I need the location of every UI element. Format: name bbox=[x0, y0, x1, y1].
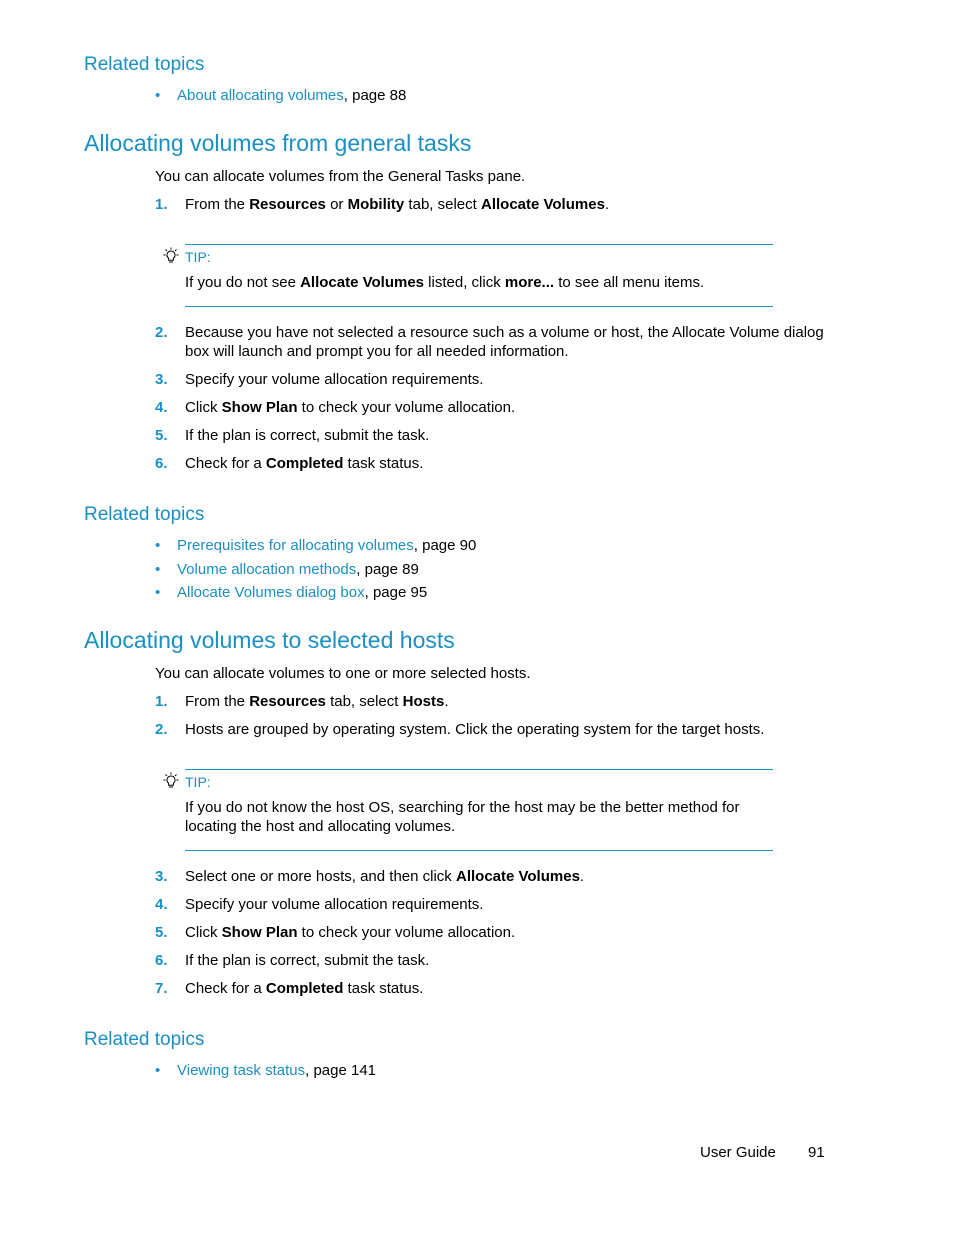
section-intro: You can allocate volumes from the General Tasks pane. bbox=[155, 168, 526, 185]
link-about-allocating-volumes[interactable]: About allocating volumes bbox=[177, 87, 344, 104]
list-item: • Volume allocation methods, page 89 bbox=[155, 560, 419, 578]
related-topics-heading: Related topics bbox=[84, 54, 205, 75]
tip-top-rule bbox=[185, 244, 773, 245]
step-item: 6. If the plan is correct, submit the task. bbox=[155, 952, 430, 969]
lightbulb-icon bbox=[162, 247, 180, 265]
link-viewing-task-status[interactable]: Viewing task status bbox=[177, 1062, 306, 1079]
tip-top-rule bbox=[185, 769, 773, 770]
step-item: 7. Check for a Completed task status. bbox=[155, 980, 424, 997]
related-list-general-tasks bbox=[155, 534, 476, 605]
page-number: 91 bbox=[808, 1144, 825, 1161]
tip-text: If you do not see Allocate Volumes listed, click more... to see all menu items. bbox=[185, 274, 705, 291]
tip-bottom-rule bbox=[185, 850, 773, 851]
step-item: 3. Specify your volume allocation requirements. bbox=[155, 371, 484, 388]
tip-bottom-rule bbox=[185, 306, 773, 307]
step-item: 4. Specify your volume allocation requirements. bbox=[155, 896, 484, 913]
related-list-top bbox=[155, 84, 406, 108]
step-item: 2. Because you have not selected a resource such as a volume or host, the Allocate Volume dialog box will launch and prompt you for all needed information. bbox=[155, 324, 824, 360]
lightbulb-icon bbox=[162, 772, 180, 790]
tip-text: If you do not know the host OS, searching for the host may be the better method for locating the host and allocating volumes. bbox=[185, 799, 740, 835]
list-item: • About allocating volumes, page 88 bbox=[155, 87, 407, 104]
list-item: • Viewing task status, page 141 bbox=[155, 1062, 377, 1079]
section-title-general-tasks: Allocating volumes from general tasks bbox=[84, 130, 472, 156]
step-item: 1. From the Resources or Mobility tab, select Allocate Volumes. bbox=[155, 196, 610, 213]
related-list-selected-hosts bbox=[155, 1059, 376, 1083]
link-allocate-volumes-dialog[interactable]: Allocate Volumes dialog box bbox=[177, 584, 365, 601]
step-item: 1. From the Resources tab, select Hosts. bbox=[155, 693, 449, 710]
step-item: 5. Click Show Plan to check your volume allocation. bbox=[155, 924, 516, 941]
step-item: 5. If the plan is correct, submit the task. bbox=[155, 427, 430, 444]
list-item: • Allocate Volumes dialog box, page 95 bbox=[155, 584, 428, 601]
link-prerequisites[interactable]: Prerequisites for allocating volumes bbox=[177, 537, 414, 554]
step-item: 4. Click Show Plan to check your volume allocation. bbox=[155, 399, 516, 416]
list-item: • Prerequisites for allocating volumes, page 90 bbox=[155, 537, 477, 554]
related-topics-heading: Related topics bbox=[84, 1029, 205, 1050]
section-title-selected-hosts: Allocating volumes to selected hosts bbox=[84, 627, 455, 653]
tip-label: TIP: bbox=[185, 249, 211, 265]
step-item: 3. Select one or more hosts, and then click Allocate Volumes. bbox=[155, 868, 585, 885]
section-intro: You can allocate volumes to one or more selected hosts. bbox=[155, 665, 531, 682]
step-item: 2. Hosts are grouped by operating system. Click the operating system for the target hosts. bbox=[155, 721, 765, 738]
footer-label: User Guide bbox=[700, 1144, 776, 1161]
related-topics-heading: Related topics bbox=[84, 504, 205, 525]
step-item: 6. Check for a Completed task status. bbox=[155, 455, 424, 472]
tip-label: TIP: bbox=[185, 774, 211, 790]
link-volume-allocation-methods[interactable]: Volume allocation methods bbox=[177, 560, 357, 578]
